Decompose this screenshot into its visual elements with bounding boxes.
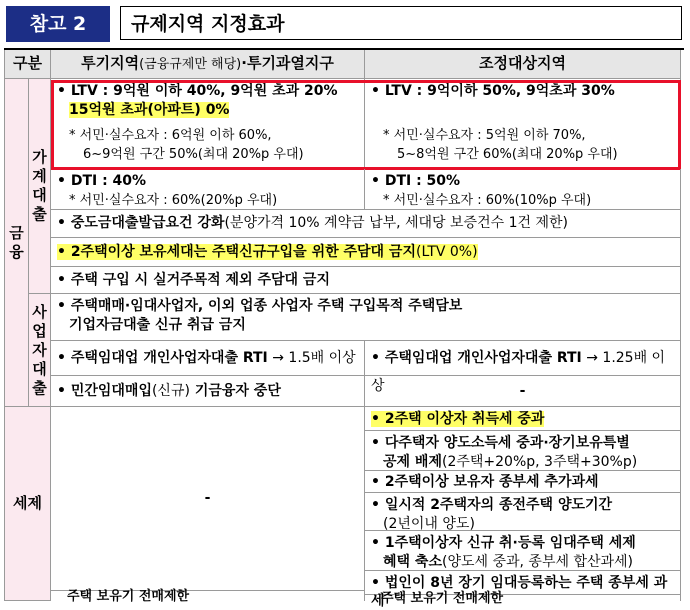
col-header-adjustment: 조정대상지역	[365, 50, 681, 79]
header	[6, 6, 682, 42]
midpay-bold: • 중도금대출발급요건 강화	[57, 215, 225, 231]
rti-adjustment	[365, 341, 681, 394]
dti-adj-note: * 서민·실수요자 : 60%(10%p 우대)	[383, 193, 592, 208]
private-rent-speculation	[51, 376, 365, 407]
midpay-rest: (분양가격 10% 계약금 납부, 세대당 보증건수 1건 제한)	[224, 215, 568, 231]
section-tax: 세제	[4, 407, 51, 601]
business-char-4: 대	[32, 359, 47, 378]
page-title: 규제지역 지정효과	[120, 6, 682, 40]
dti-speculation	[51, 169, 365, 210]
finance-char-1: 금	[9, 223, 24, 242]
business-char-2: 업	[32, 321, 47, 340]
ltv-adj-line1: • LTV : 9억이하 50%, 9억초과 30%	[371, 83, 615, 99]
tax-item-acquisition	[365, 407, 681, 431]
tax-item-5c: (양도세 중과, 종부세 합산과세)	[441, 554, 633, 570]
tax-speculation: -	[51, 407, 365, 591]
tax-item-2c: (2주택+20%p, 3주택+30%p)	[441, 454, 638, 470]
tax-item-rental	[365, 531, 681, 571]
cutoff-row-left: 주택 보유기 전매제한	[51, 591, 365, 601]
tax-item-1: • 2주택 이상자 취득세 중과	[371, 411, 545, 427]
biz-purpose-line1: • 주택매매·임대사업자, 이외 업종 사업자 주택 구입목적 주택담보	[57, 298, 463, 314]
rti-speculation	[51, 341, 365, 376]
private-rent-post: 기금융자 중단	[189, 383, 281, 399]
tax-item-comprehensive	[365, 471, 681, 493]
biz-purpose-row	[51, 294, 681, 341]
business-char-5: 출	[32, 378, 47, 397]
col2-post: ·투기과열지구	[241, 54, 334, 72]
cutoff-row-right: 주택 보유기 전매제한	[365, 595, 681, 601]
section-household-loan	[29, 79, 51, 294]
actual-residence-row	[51, 267, 681, 294]
finance-char-2: 융	[9, 242, 24, 261]
household-char-2: 계	[32, 167, 47, 185]
private-rent-pre: • 민간임대매입	[57, 383, 152, 399]
household-char-1: 가	[32, 148, 47, 166]
section-finance	[4, 79, 29, 407]
col-header-speculation	[51, 50, 365, 79]
tax-item-4a: • 일시적 2주택자의 종전주택 양도기간	[371, 497, 613, 513]
ltv-spec-line2: 15억원 초과(아파트) 0%	[69, 102, 230, 118]
tax-item-4b: (2년이내 양도)	[383, 516, 475, 532]
ltv-adj-note2: 5~8억원 구간 60%(최대 20%p 우대)	[397, 147, 618, 162]
tax-item-2a: • 다주택자 양도소득세 중과·장기보유특별	[371, 435, 630, 451]
tax-item-6: • 법인이 8년 장기 임대등록하는 주택 종부세 과세	[371, 575, 668, 609]
ltv-adj-note1: * 서민·실수요자 : 5억원 이하 70%,	[383, 128, 586, 143]
ltv-highlight-box	[51, 80, 681, 170]
tax-item-capital-gains	[365, 431, 681, 471]
business-char-1: 사	[32, 302, 47, 321]
multi-home-bold: • 2주택이상 보유세대는 주택신규구입을 위한 주담대 금지	[57, 244, 416, 260]
business-char-3: 자	[32, 340, 47, 359]
midpay-loan-row	[51, 210, 681, 238]
biz-purpose-line2: 기업자금대출 신규 취급 금지	[69, 317, 246, 333]
rti-spec-rest: → 1.5배 이상	[267, 350, 356, 366]
tax-item-2b: 공제 배제	[383, 454, 442, 470]
rti-adj-rest: → 1.25배 이상	[371, 350, 666, 394]
household-char-3: 대	[32, 186, 47, 204]
multi-home-row	[51, 238, 681, 267]
section-business-loan	[29, 294, 51, 407]
dti-adjustment	[365, 169, 681, 210]
actual-residence-text: • 주택 구입 시 실거주목적 제외 주담대 금지	[57, 272, 330, 288]
col2-small: (금융규제만 해당)	[139, 57, 242, 72]
multi-home-rest: (LTV 0%)	[415, 244, 478, 260]
tax-item-5a: • 1주택이상자 신규 취·등록 임대주택 세제	[371, 535, 636, 551]
rti-adj-bold: • 주택임대업 개인사업자대출 RTI	[371, 350, 582, 366]
section-badge: 참고 2	[6, 6, 110, 42]
tax-item-3: • 2주택이상 보유자 종부세 추가과세	[371, 474, 599, 490]
dti-spec-line1: • DTI : 40%	[57, 173, 147, 189]
rti-spec-bold: • 주택임대업 개인사업자대출 RTI	[57, 350, 268, 366]
ltv-spec-note1: * 서민·실수요자 : 6억원 이하 60%,	[69, 128, 272, 143]
col2-pre: 투기지역	[81, 54, 140, 72]
private-rent-small: (신규)	[151, 383, 190, 399]
tax-item-temporary	[365, 493, 681, 531]
ltv-spec-note2: 6~9억원 구간 50%(최대 20%p 우대)	[83, 147, 304, 162]
tax-item-5b: 혜택 축소	[383, 554, 442, 570]
dti-adj-line1: • DTI : 50%	[371, 173, 461, 189]
col-header-category: 구분	[4, 50, 51, 79]
private-rent-adjustment: -	[365, 376, 681, 407]
household-char-4: 출	[32, 205, 47, 223]
ltv-spec-line1: • LTV : 9억원 이하 40%, 9억원 초과 20%	[57, 83, 338, 99]
dti-spec-note: * 서민·실수요자 : 60%(20%p 우대)	[69, 193, 278, 208]
